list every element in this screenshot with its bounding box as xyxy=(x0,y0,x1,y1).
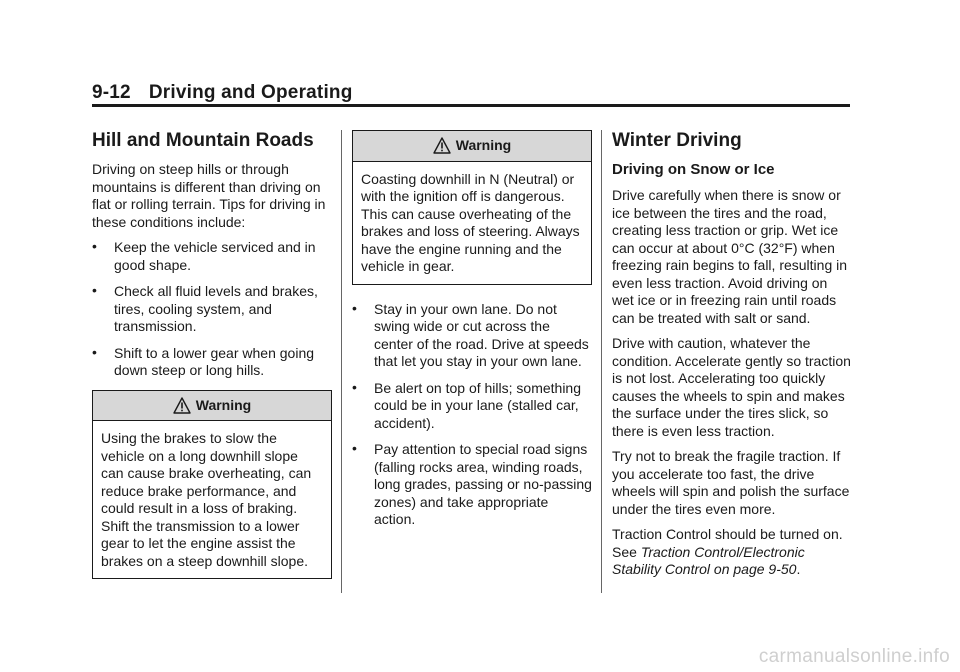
site-watermark: carmanualsonline.info xyxy=(758,646,950,667)
column-3 xyxy=(612,130,852,587)
paragraph: Try not to break the fragile traction. If you accelerate too fast, the drive wheels will spin and polish the surface under the tires even more. xyxy=(612,448,850,517)
warning-triangle-icon xyxy=(173,397,191,414)
list-item-text: Keep the vehicle serviced and in good shape. xyxy=(114,239,316,273)
list-item xyxy=(92,345,332,380)
hill-roads-intro: Driving on steep hills or through mountains is different than driving on flat or rolling terrain. Tips for driving in these conditions include: xyxy=(92,161,326,230)
list-item xyxy=(352,301,592,371)
warning-header xyxy=(93,391,331,422)
winter-driving-heading: Winter Driving xyxy=(612,130,742,151)
column-1 xyxy=(92,130,332,593)
warning-triangle-icon xyxy=(433,137,451,154)
traction-control-xref-link[interactable]: Traction Control/Electronic Stability Control on page 9-50 xyxy=(612,543,805,577)
warning-title: Warning xyxy=(195,396,252,413)
warning-header xyxy=(353,131,591,162)
hill-tips-list xyxy=(92,239,332,380)
list-item-text: Pay attention to special road signs (falling rocks area, winding roads, long grades, passing or no-passing zones) and take appropriate action. xyxy=(374,441,592,527)
column-divider-1 xyxy=(341,130,342,593)
header-rule xyxy=(92,104,850,107)
page-number: 9-12 xyxy=(92,82,131,103)
warning-body: Using the brakes to slow the vehicle on a long downhill slope can cause brake overheating, can reduce brake performance, and could result in a loss of braking. Shift the transmission to a lower gear to let the engine assist the brakes on a steep downhill slope. xyxy=(101,430,312,569)
paragraph-end: . xyxy=(796,561,801,577)
list-item-text: Be alert on top of hills; something could be in your lane (stalled car, accident). xyxy=(374,379,582,431)
page-header xyxy=(92,82,353,104)
road-tips-list xyxy=(352,301,592,529)
traction-control-paragraph xyxy=(612,526,852,579)
bullet-dot-icon: • xyxy=(352,299,357,316)
bullet-dot-icon: • xyxy=(92,282,97,298)
list-item-text: Shift to a lower gear when going down steep or long hills. xyxy=(114,344,315,378)
paragraph-text: Traction Control should be turned on. See xyxy=(612,526,843,560)
list-item-text: Check all fluid levels and brakes, tires, cooling system, and transmission. xyxy=(114,283,318,334)
list-item xyxy=(92,239,332,274)
paragraph: Drive with caution, whatever the condition. Accelerate gently so traction is not lost. Accelerating too quickly causes the wheels to spin and makes the surface under the tires slick, so there is even less traction. xyxy=(612,335,851,439)
warning-title: Warning xyxy=(455,137,512,153)
bullet-dot-icon: • xyxy=(92,238,97,254)
bullet-dot-icon: • xyxy=(352,440,357,456)
bullet-dot-icon: • xyxy=(352,378,357,395)
column-2 xyxy=(352,130,592,538)
column-divider-2 xyxy=(601,130,602,593)
section-title: Driving and Operating xyxy=(148,82,353,103)
bullet-dot-icon: • xyxy=(92,343,97,360)
list-item xyxy=(352,380,592,433)
brake-warning-box xyxy=(92,390,332,580)
warning-body: Coasting downhill in N (Neutral) or with the ignition off is dangerous. This can cause overheating of the brakes and loss of steering. Always have the engine running and the vehicle in gear. xyxy=(361,170,580,274)
list-item xyxy=(92,283,332,336)
list-item-text: Stay in your own lane. Do not swing wide or cut across the center of the road. Drive at speeds that let you stay in your own lane. xyxy=(374,300,589,369)
list-item xyxy=(352,441,592,529)
coasting-warning-box xyxy=(352,130,592,285)
paragraph: Drive carefully when there is snow or ice between the tires and the road, creating less traction or grip. Wet ice can occur at about 0°C (32°F) when freezing rain begins to fall, resulting in even less traction. Avoid driving on wet ice or in freezing rain until roads can be treated with salt or sand. xyxy=(612,187,848,326)
hill-roads-heading: Hill and Mountain Roads xyxy=(92,130,314,151)
snow-ice-subheading: Driving on Snow or Ice xyxy=(612,161,775,178)
